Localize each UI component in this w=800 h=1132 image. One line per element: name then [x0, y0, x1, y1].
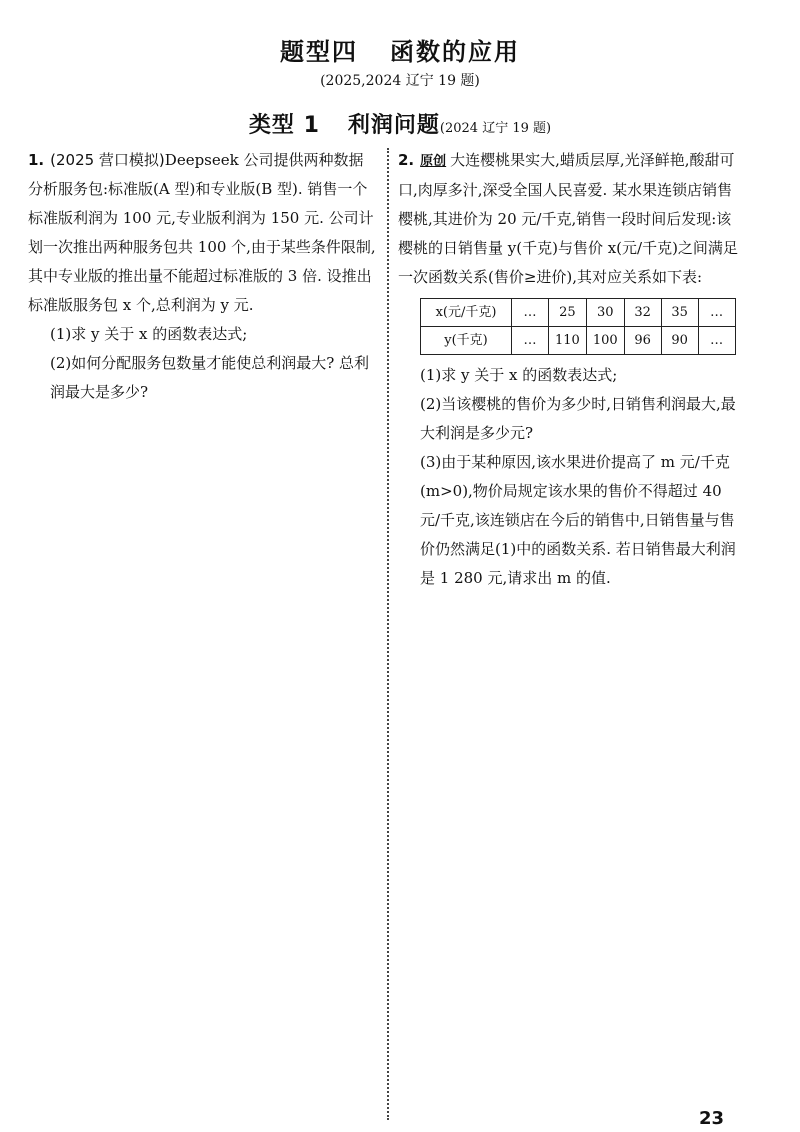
page-number: 23: [698, 1108, 724, 1129]
column-divider: [387, 148, 389, 1120]
question-2-part3: (3)由于某种原因,该水果进价提高了 m 元/千克(m>0),物价局规定该水果的售价不得超过 40 元/千克,该连锁店在今后的销售中,日销售量与售价仍然满足(1)中的函数关系. 若日销售最大利润是 1 280 元,请求出 m 的值.: [420, 453, 736, 587]
table-cell: …: [512, 327, 549, 355]
table-cell: 110: [549, 327, 587, 355]
table-cell: 25: [549, 299, 587, 327]
type-source: (2024 辽宁 19 题): [439, 121, 552, 136]
table-cell: 90: [661, 327, 698, 355]
question-2-part2: (2)当该樱桃的售价为多少时,日销售利润最大,最大利润是多少元?: [420, 395, 736, 442]
question-1-number: 1.: [28, 151, 45, 169]
page-subtitle: (2025,2024 辽宁 19 题): [320, 73, 480, 89]
question-2-text: 大连樱桃果实大,蜡质层厚,光泽鲜艳,酸甜可口,肉厚多汁,深受全国人民喜爱. 某水果连锁店销售樱桃,其进价为 20 元/千克,销售一段时间后发现:该樱桃的日销售量 y(千克)与售价 x(元/千克)之间满足一次函数关系(售价≥进价),其对应关系如下表:: [398, 151, 738, 286]
title-part1: 题型四: [280, 38, 358, 66]
question-1-source: (2025 营口模拟): [50, 151, 165, 169]
question-1-part2: (2)如何分配服务包数量才能使总利润最大? 总利润最大是多少?: [50, 354, 370, 401]
table-header-y: y(千克): [421, 327, 512, 355]
question-2-number: 2.: [398, 151, 415, 169]
table-row-x: [421, 299, 736, 327]
table-cell: 35: [661, 299, 698, 327]
original-badge: 原创: [420, 154, 447, 169]
table-cell: …: [512, 299, 549, 327]
table-cell: 100: [586, 327, 624, 355]
question-1-body: [28, 146, 378, 320]
table-cell: 32: [624, 299, 661, 327]
table-cell: …: [698, 327, 735, 355]
question-1-part1: (1)求 y 关于 x 的函数表达式;: [50, 325, 248, 343]
price-sales-table: [420, 298, 736, 355]
question-1: [28, 146, 378, 407]
table-header-x: x(元/千克): [421, 299, 512, 327]
question-1-text: Deepseek 公司提供两种数据分析服务包:标准版(A 型)和专业版(B 型). 销售一个标准版利润为 100 元,专业版利润为 150 元. 公司计划一次推出两种服务包共 100 个,由于某些条件限制,其中专业版的推出量不能超过标准版的 3 倍. 设推出标准版服务包 x 个,总利润为 y 元.: [28, 151, 376, 314]
title-part2: 函数的应用: [390, 38, 520, 66]
table-row-y: [421, 327, 736, 355]
table-cell: …: [698, 299, 735, 327]
type-name: 利润问题: [347, 113, 440, 138]
type-label: 类型 1: [248, 113, 320, 138]
type-heading: [0, 108, 800, 139]
question-2-part1: (1)求 y 关于 x 的函数表达式;: [420, 366, 618, 384]
question-2-body: [398, 146, 738, 292]
question-2: [398, 146, 738, 593]
table-cell: 30: [586, 299, 624, 327]
table-cell: 96: [624, 327, 661, 355]
page-title: [0, 32, 800, 67]
